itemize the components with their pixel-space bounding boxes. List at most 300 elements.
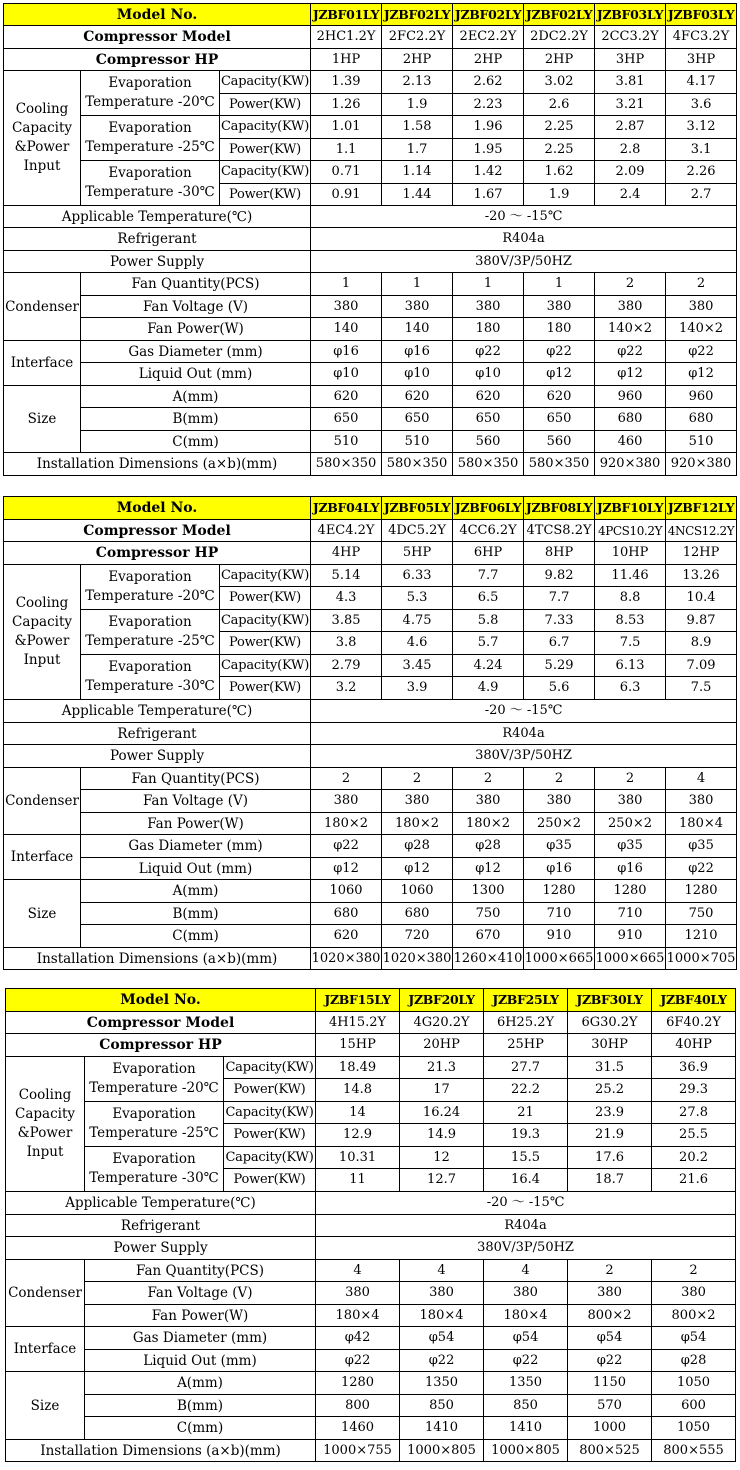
power-supply-value: 380V/3P/50HZ [311, 745, 737, 768]
cooling-group-line: Input [23, 158, 61, 174]
pow-30-value: 16.4 [484, 1169, 568, 1192]
pow-30-value: 21.6 [652, 1169, 736, 1192]
installation-value: 920×380 [666, 453, 737, 476]
size-b-value: 680 [666, 408, 737, 431]
models-value: JZBF03LY [595, 4, 666, 26]
installation-value: 1000×705 [666, 948, 737, 970]
fan-power-value: 250×2 [524, 813, 595, 835]
applicable-temperature-row [4, 700, 737, 723]
capacity-label: Capacity(KW) [224, 1057, 316, 1079]
liquid-out-label: Liquid Out (mm) [81, 363, 311, 386]
fan-voltage-value: 380 [524, 296, 595, 318]
size-b-value: 600 [652, 1395, 736, 1417]
compressor-hp-value: 10HP [595, 542, 666, 565]
pow-20-value: 17 [400, 1079, 484, 1102]
fan-power-value: 180×2 [311, 813, 382, 835]
cap-30-value: 2.26 [666, 161, 737, 184]
models-value: JZBF02LY [453, 4, 524, 26]
cap-30-value: 0.71 [311, 161, 382, 184]
pow-25-value: 12.9 [316, 1124, 400, 1147]
size-a-row [4, 880, 737, 903]
pow-20-value: 7.7 [524, 587, 595, 610]
cap-25-value: 16.24 [400, 1102, 484, 1124]
cap-30-value: 6.13 [595, 655, 666, 677]
installation-value: 1000×665 [595, 948, 666, 970]
fan-power-value: 250×2 [595, 813, 666, 835]
gas-diameter-value: φ54 [400, 1327, 484, 1350]
gas-diameter-value: φ22 [453, 341, 524, 363]
size-c-value: 910 [595, 925, 666, 948]
capacity-label: Capacity(KW) [220, 71, 311, 94]
size-a-value: 1050 [652, 1372, 736, 1395]
cap-30-value: 10.31 [316, 1147, 400, 1169]
installation-value: 1000×805 [400, 1440, 484, 1462]
fan-voltage-value: 380 [666, 296, 737, 318]
pow-30-value: 11 [316, 1169, 400, 1192]
compressor-hp-value: 25HP [484, 1034, 568, 1057]
size-a-value: 1280 [666, 880, 737, 903]
power-label: Power(KW) [220, 139, 311, 161]
size-c-value: 510 [666, 431, 737, 453]
size-b-value: 680 [382, 903, 453, 925]
size-b-value: 850 [484, 1395, 568, 1417]
compressor-hp-row [6, 1034, 736, 1057]
compressor-hp-value: 2HP [453, 49, 524, 71]
fan-voltage-row [4, 790, 737, 813]
installation-value: 1260×410 [453, 948, 524, 970]
temperature-label: Temperature -20℃ [85, 94, 215, 110]
cooling-group-line: Capacity [12, 614, 72, 630]
models-value: JZBF30LY [568, 989, 652, 1012]
models-value: JZBF05LY [382, 497, 453, 520]
size-group-label: Size [6, 1372, 85, 1440]
capacity-row [4, 655, 737, 677]
size-b-value: 570 [568, 1395, 652, 1417]
temperature-label: Temperature -25℃ [85, 633, 215, 649]
size-c-value: 1050 [652, 1417, 736, 1440]
refrigerant-row [4, 228, 737, 251]
cap-20-value: 3.81 [595, 71, 666, 94]
pow-20-value: 8.8 [595, 587, 666, 610]
refrigerant-value: R404a [311, 723, 737, 745]
cap-30-value: 12 [400, 1147, 484, 1169]
cap-20-value: 13.26 [666, 565, 737, 587]
power-label: Power(KW) [224, 1079, 316, 1102]
pow-30-value: 5.6 [524, 677, 595, 700]
compressor-model-value: 2EC2.2Y [453, 26, 524, 49]
compressor-hp-value: 8HP [524, 542, 595, 565]
compressor-model-label: Compressor Model [4, 520, 311, 542]
capacity-row [6, 1147, 736, 1169]
applicable-temperature-value: -20 ～ -15℃ [311, 206, 737, 228]
size-b-value: 750 [453, 903, 524, 925]
pow-20-value: 5.3 [382, 587, 453, 610]
cooling-group-line: Cooling [15, 101, 69, 117]
power-supply-row [6, 1237, 736, 1260]
condenser-group-label: Condenser [4, 768, 81, 835]
size-a-value: 960 [666, 386, 737, 408]
installation-value: 580×350 [453, 453, 524, 476]
capacity-row [6, 1102, 736, 1124]
gas-diameter-row [4, 341, 737, 363]
compressor-model-value: 4FC3.2Y [666, 26, 737, 49]
pow-20-value: 4.3 [311, 587, 382, 610]
pow-20-value: 10.4 [666, 587, 737, 610]
fan-quantity-label: Fan Quantity(PCS) [85, 1260, 316, 1282]
power-label: Power(KW) [220, 94, 311, 116]
size-group-label: Size [4, 386, 81, 453]
fan-voltage-value: 380 [453, 790, 524, 813]
evaporation-temperature-label [85, 1147, 224, 1192]
compressor-hp-value: 15HP [316, 1034, 400, 1057]
compressor-hp-value: 5HP [382, 542, 453, 565]
capacity-row [4, 116, 737, 139]
compressor-model-value: 2HC1.2Y [311, 26, 382, 49]
installation-value: 1020×380 [311, 948, 382, 970]
compressor-model-row [4, 520, 737, 542]
models-value: JZBF20LY [400, 989, 484, 1012]
installation-value: 1000×665 [524, 948, 595, 970]
size-c-value: 720 [382, 925, 453, 948]
cap-20-value: 27.7 [484, 1057, 568, 1079]
size-b-value: 650 [453, 408, 524, 431]
cap-30-value: 15.5 [484, 1147, 568, 1169]
cooling-capacity-group-label [4, 565, 81, 700]
liquid-out-row [4, 858, 737, 880]
gas-diameter-value: φ35 [595, 835, 666, 858]
size-a-value: 1060 [382, 880, 453, 903]
compressor-hp-value: 12HP [666, 542, 737, 565]
power-supply-value: 380V/3P/50HZ [311, 251, 737, 273]
gas-diameter-value: φ28 [453, 835, 524, 858]
cap-25-value: 1.58 [382, 116, 453, 139]
evaporation-temperature-label [81, 610, 220, 655]
evaporation-label: Evaporation [108, 569, 192, 585]
gas-diameter-label: Gas Diameter (mm) [81, 835, 311, 858]
fan-quantity-label: Fan Quantity(PCS) [81, 273, 311, 296]
fan-quantity-value: 1 [311, 273, 382, 296]
evaporation-label: Evaporation [108, 659, 192, 675]
cap-25-value: 23.9 [568, 1102, 652, 1124]
refrigerant-label: Refrigerant [6, 1215, 316, 1237]
size-b-value: 750 [666, 903, 737, 925]
size-a-value: 1300 [453, 880, 524, 903]
size-a-value: 620 [382, 386, 453, 408]
installation-value: 580×350 [382, 453, 453, 476]
size-c-value: 1210 [666, 925, 737, 948]
pow-25-value: 2.25 [524, 139, 595, 161]
pow-30-value: 0.91 [311, 184, 382, 206]
liquid-out-value: φ12 [666, 363, 737, 386]
gas-diameter-label: Gas Diameter (mm) [81, 341, 311, 363]
gas-diameter-value: φ42 [316, 1327, 400, 1350]
installation-dimensions-label: Installation Dimensions (a×b)(mm) [4, 453, 311, 476]
pow-25-value: 8.9 [666, 632, 737, 655]
interface-group-label: Interface [6, 1327, 85, 1372]
interface-group-label: Interface [4, 835, 81, 880]
pow-25-value: 19.3 [484, 1124, 568, 1147]
fan-quantity-value: 2 [311, 768, 382, 790]
compressor-hp-value: 1HP [311, 49, 382, 71]
cap-30-value: 4.24 [453, 655, 524, 677]
models-value: JZBF03LY [666, 4, 737, 26]
cap-25-value: 8.53 [595, 610, 666, 632]
capacity-label: Capacity(KW) [224, 1102, 316, 1124]
evaporation-temperature-label [81, 116, 220, 161]
gas-diameter-value: φ22 [595, 341, 666, 363]
cap-20-value: 3.02 [524, 71, 595, 94]
installation-value: 1020×380 [382, 948, 453, 970]
gas-diameter-value: φ22 [524, 341, 595, 363]
cap-20-value: 6.33 [382, 565, 453, 587]
capacity-row [4, 565, 737, 587]
size-a-label: A(mm) [85, 1372, 316, 1395]
size-c-row [6, 1417, 736, 1440]
pow-30-value: 18.7 [568, 1169, 652, 1192]
temperature-label: Temperature -25℃ [89, 1125, 219, 1141]
models-value: JZBF02LY [382, 4, 453, 26]
installation-value: 580×350 [311, 453, 382, 476]
power-label: Power(KW) [220, 587, 311, 610]
cap-30-value: 17.6 [568, 1147, 652, 1169]
temperature-label: Temperature -20℃ [89, 1080, 219, 1096]
fan-voltage-value: 380 [311, 790, 382, 813]
liquid-out-label: Liquid Out (mm) [85, 1350, 316, 1372]
cap-20-value: 18.49 [316, 1057, 400, 1079]
temperature-label: Temperature -30℃ [85, 184, 215, 200]
liquid-out-row [4, 363, 737, 386]
installation-value: 920×380 [595, 453, 666, 476]
fan-quantity-value: 1 [453, 273, 524, 296]
interface-group-label: Interface [4, 341, 81, 386]
power-supply-value: 380V/3P/50HZ [316, 1237, 736, 1260]
cap-30-value: 3.45 [382, 655, 453, 677]
evaporation-label: Evaporation [108, 120, 192, 136]
installation-value: 800×525 [568, 1440, 652, 1462]
model-no-label: Model No. [6, 989, 316, 1012]
liquid-out-value: φ22 [316, 1350, 400, 1372]
spec-table-3 [5, 988, 736, 1462]
pow-30-value: 3.9 [382, 677, 453, 700]
cap-25-value: 5.8 [453, 610, 524, 632]
size-c-value: 670 [453, 925, 524, 948]
compressor-model-value: 4PCS10.2Y [595, 520, 666, 542]
gas-diameter-value: φ35 [524, 835, 595, 858]
size-b-value: 850 [400, 1395, 484, 1417]
fan-quantity-value: 4 [666, 768, 737, 790]
fan-power-value: 180×4 [316, 1305, 400, 1327]
compressor-hp-value: 6HP [453, 542, 524, 565]
evaporation-label: Evaporation [112, 1106, 196, 1122]
fan-power-label: Fan Power(W) [81, 318, 311, 341]
compressor-model-value: 6F40.2Y [652, 1012, 736, 1034]
liquid-out-value: φ22 [568, 1350, 652, 1372]
size-a-value: 620 [524, 386, 595, 408]
cooling-group-line: Cooling [18, 1087, 72, 1103]
cap-20-value: 4.17 [666, 71, 737, 94]
capacity-label: Capacity(KW) [220, 161, 311, 184]
applicable-temperature-value: -20 ～ -15℃ [316, 1192, 736, 1215]
liquid-out-value: φ12 [453, 858, 524, 880]
cap-25-value: 21 [484, 1102, 568, 1124]
fan-quantity-value: 2 [524, 768, 595, 790]
size-b-value: 710 [524, 903, 595, 925]
gas-diameter-row [4, 835, 737, 858]
fan-quantity-value: 2 [595, 768, 666, 790]
compressor-hp-value: 2HP [382, 49, 453, 71]
applicable-temperature-value: -20 ～ -15℃ [311, 700, 737, 723]
fan-power-label: Fan Power(W) [85, 1305, 316, 1327]
fan-power-value: 180×4 [666, 813, 737, 835]
compressor-model-value: 4G20.2Y [400, 1012, 484, 1034]
cap-30-value: 1.42 [453, 161, 524, 184]
size-a-row [4, 386, 737, 408]
installation-row [6, 1440, 736, 1462]
cap-20-value: 2.13 [382, 71, 453, 94]
size-group-label: Size [4, 880, 81, 948]
refrigerant-row [6, 1215, 736, 1237]
liquid-out-value: φ22 [400, 1350, 484, 1372]
power-supply-row [4, 745, 737, 768]
fan-quantity-value: 4 [484, 1260, 568, 1282]
cap-25-value: 2.25 [524, 116, 595, 139]
size-a-value: 1350 [484, 1372, 568, 1395]
fan-quantity-value: 2 [652, 1260, 736, 1282]
compressor-hp-value: 2HP [524, 49, 595, 71]
size-a-label: A(mm) [81, 386, 311, 408]
compressor-model-value: 4DC5.2Y [382, 520, 453, 542]
fan-voltage-value: 380 [568, 1282, 652, 1305]
pow-20-value: 25.2 [568, 1079, 652, 1102]
compressor-hp-value: 40HP [652, 1034, 736, 1057]
power-supply-label: Power Supply [4, 745, 311, 768]
refrigerant-value: R404a [316, 1215, 736, 1237]
pow-25-value: 14.9 [400, 1124, 484, 1147]
fan-voltage-value: 380 [400, 1282, 484, 1305]
temperature-label: Temperature -30℃ [85, 678, 215, 694]
gas-diameter-value: φ54 [484, 1327, 568, 1350]
compressor-model-row [4, 26, 737, 49]
pow-30-value: 4.9 [453, 677, 524, 700]
compressor-model-label: Compressor Model [6, 1012, 316, 1034]
installation-value: 1000×755 [316, 1440, 400, 1462]
fan-voltage-value: 380 [311, 296, 382, 318]
pow-25-value: 5.7 [453, 632, 524, 655]
cap-25-value: 9.87 [666, 610, 737, 632]
size-b-value: 680 [595, 408, 666, 431]
compressor-hp-label: Compressor HP [6, 1034, 316, 1057]
cap-20-value: 1.39 [311, 71, 382, 94]
compressor-model-value: 2FC2.2Y [382, 26, 453, 49]
compressor-model-value: 4H15.2Y [316, 1012, 400, 1034]
power-supply-label: Power Supply [6, 1237, 316, 1260]
pow-20-value: 3.6 [666, 94, 737, 116]
applicable-temperature-label: Applicable Temperature(℃) [4, 206, 311, 228]
evaporation-label: Evaporation [108, 165, 192, 181]
size-a-row [6, 1372, 736, 1395]
fan-power-label: Fan Power(W) [81, 813, 311, 835]
size-a-value: 1350 [400, 1372, 484, 1395]
cap-30-value: 5.29 [524, 655, 595, 677]
pow-20-value: 14.8 [316, 1079, 400, 1102]
size-a-value: 620 [453, 386, 524, 408]
liquid-out-value: φ10 [311, 363, 382, 386]
cap-20-value: 7.7 [453, 565, 524, 587]
liquid-out-value: φ12 [595, 363, 666, 386]
cap-25-value: 3.85 [311, 610, 382, 632]
fan-voltage-label: Fan Voltage (V) [81, 296, 311, 318]
compressor-model-value: 4NCS12.2Y [666, 520, 737, 542]
evaporation-temperature-label [85, 1102, 224, 1147]
cooling-group-line: Input [23, 652, 61, 668]
size-b-row [4, 408, 737, 431]
size-c-value: 560 [524, 431, 595, 453]
fan-voltage-value: 380 [666, 790, 737, 813]
pow-25-value: 25.5 [652, 1124, 736, 1147]
power-label: Power(KW) [220, 184, 311, 206]
evaporation-label: Evaporation [108, 75, 192, 91]
model-no-label: Model No. [4, 497, 311, 520]
installation-value: 1000×805 [484, 1440, 568, 1462]
power-label: Power(KW) [220, 677, 311, 700]
capacity-label: Capacity(KW) [220, 116, 311, 139]
fan-voltage-value: 380 [453, 296, 524, 318]
size-c-value: 1410 [400, 1417, 484, 1440]
size-b-label: B(mm) [81, 903, 311, 925]
cap-30-value: 2.79 [311, 655, 382, 677]
compressor-model-label: Compressor Model [4, 26, 311, 49]
cap-30-value: 20.2 [652, 1147, 736, 1169]
fan-voltage-label: Fan Voltage (V) [81, 790, 311, 813]
gas-diameter-value: φ28 [382, 835, 453, 858]
pow-20-value: 3.21 [595, 94, 666, 116]
capacity-row [6, 1057, 736, 1079]
pow-30-value: 1.44 [382, 184, 453, 206]
pow-25-value: 21.9 [568, 1124, 652, 1147]
size-c-value: 1460 [316, 1417, 400, 1440]
cooling-group-line: Input [26, 1144, 64, 1160]
fan-voltage-value: 380 [484, 1282, 568, 1305]
fan-quantity-row [6, 1260, 736, 1282]
compressor-model-row [6, 1012, 736, 1034]
cap-25-value: 27.8 [652, 1102, 736, 1124]
fan-power-value: 140×2 [666, 318, 737, 341]
fan-quantity-value: 1 [524, 273, 595, 296]
compressor-model-value: 2DC2.2Y [524, 26, 595, 49]
compressor-model-value: 4TCS8.2Y [524, 520, 595, 542]
size-c-row [4, 431, 737, 453]
fan-voltage-value: 380 [652, 1282, 736, 1305]
fan-quantity-value: 1 [382, 273, 453, 296]
pow-30-value: 3.2 [311, 677, 382, 700]
fan-power-value: 800×2 [652, 1305, 736, 1327]
fan-quantity-value: 2 [382, 768, 453, 790]
fan-quantity-value: 2 [453, 768, 524, 790]
compressor-model-value: 2CC3.2Y [595, 26, 666, 49]
pow-30-value: 7.5 [666, 677, 737, 700]
fan-voltage-value: 380 [595, 296, 666, 318]
installation-dimensions-label: Installation Dimensions (a×b)(mm) [4, 948, 311, 970]
cooling-group-line: &Power [17, 1125, 73, 1141]
size-b-value: 650 [382, 408, 453, 431]
size-b-row [6, 1395, 736, 1417]
cap-25-value: 2.87 [595, 116, 666, 139]
compressor-model-value: 6H25.2Y [484, 1012, 568, 1034]
capacity-label: Capacity(KW) [220, 655, 311, 677]
cap-20-value: 11.46 [595, 565, 666, 587]
cap-25-value: 7.33 [524, 610, 595, 632]
gas-diameter-value: φ22 [311, 835, 382, 858]
